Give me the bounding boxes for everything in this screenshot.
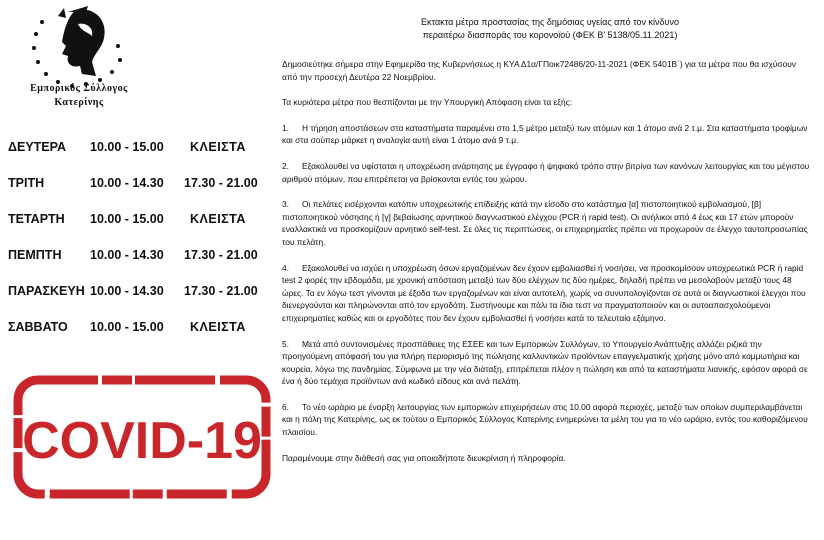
schedule-day: ΠΕΜΠΤΗ (8, 248, 62, 262)
schedule-evening-hours: 17.30 - 21.00 (184, 284, 258, 298)
schedule-row (8, 212, 278, 248)
schedule-closed: ΚΛΕΙΣΤΑ (190, 212, 246, 226)
measure-item (282, 198, 812, 248)
schedule-morning-hours: 10.00 - 15.00 (90, 212, 164, 226)
schedule-row (8, 320, 278, 356)
schedule-morning-hours: 10.00 - 14.30 (90, 248, 164, 262)
item-text: Εξακολουθεί να υφίσταται η υποχρέωση ανάρτησης με έγγραφο ή ψηφιακό τρόπο στην βιτρίνα των κανόνων λειτουργίας και του μέγιστου αριθμού ατόμων, που επιτρέπεται να βρίσκονται εντός του χώρου. (282, 160, 810, 184)
item-number: 1. (282, 122, 289, 133)
item-number: 4. (282, 262, 289, 273)
schedule-day: ΠΑΡΑΣΚΕΥΗ (8, 284, 85, 298)
closing-paragraph: Παραμένουμε στην διάθεσή σας για οποιαδήποτε διευκρίνιση ή πληροφορία. (282, 452, 566, 463)
measure-item (282, 122, 812, 147)
document-title (300, 16, 800, 42)
item-text: Μετά από συντονισμένες προσπάθειες της ΕΣΕΕ και των Εμπορικών Συλλόγων, το Υπουργείο Ανάπτυξης αλλάζει ριζικά την προηγούμενη απόφασή του για πλήρη περιορισμό της πώλησης καλλυντικών προϊόντων επαγγελματικής χρήσης μόνο από κομμωτήρια και κουρεία, λόγω της πανδημίας. Σύμφωνα με την νέα διάταξη, επιτρέπεται πλέον η πώληση και από τα καταστήματα λιανικής, εφόσον αφορά σε ένα ή δύο τεμάχια προϊόντων ανά κωδικό είδους και ανά πελάτη. (282, 338, 808, 387)
schedule-morning-hours: 10.00 - 15.00 (90, 320, 164, 334)
item-number: 2. (282, 160, 289, 171)
schedule-evening-hours: 17.30 - 21.00 (184, 248, 258, 262)
stamp-text: COVID-19 (22, 412, 262, 470)
document-body (282, 58, 812, 477)
measure-item (282, 160, 812, 185)
schedule-row (8, 284, 278, 320)
measure-item (282, 262, 812, 325)
item-text: Οι πελάτες εισέρχονται κατόπιν υποχρεωτικής επίδειξης κατά την είσοδο στο κατάστημα [α] πιστοποιητικού εμβολιασμού, [β] πιστοποιητικού νόσησης ή [γ] βεβαίωσης αρνητικού διαγνωστικού ελέγχου (PCR ή rapid test). Οι ανήλικοι από 4 έως και 17 ετών μπορούν εναλλακτικά να προσκομίζουν αρνητικό self-test. Σε όλες τις περιπτώσεις, οι επιχειρηματίες πρέπει να προχωρούν σε έλεγχο ταυτοπροσωπίας του πελάτη. (282, 199, 808, 247)
association-name (28, 82, 130, 110)
intro-paragraph: Δημοσιεύτηκε σήμερα στην Εφημερίδα της Κυβερνήσεως η ΚΥΑ Δ1α/ΓΠοικ72486/20-11-2021 (ΦΕΚ 5401Β΄) για τα μέτρα που θα ισχύσουν από την προσεχή Δευτέρα 22 Νοεμβρίου. (282, 59, 796, 82)
title-line-2: περαιτέρω διασποράς του κορονοϊού (ΦΕΚ Β’ 5138/05.11.2021) (422, 30, 678, 40)
association-line-1: Εμπορικός Σύλλογος (30, 83, 128, 94)
schedule-day: ΣΑΒΒΑΤΟ (8, 320, 68, 334)
item-text: Το νέο ωράριο με έναρξη λειτουργίας των εμπορικών επιχειρήσεων στις 10.00 αφορά περιοχές, μεταξύ των οποίων συμπεριλαμβάνεται και η πόλη της Κατερίνης, ως εκ τούτου ο Εμπορικός Σύλλογος Κατερίνης ενημερώνει τα μέλη του για το νέο ωράριο, εντός του καθοριζόμενου πλαισίου. (282, 401, 808, 438)
schedule-evening-hours: 17.30 - 21.00 (184, 176, 258, 190)
item-number: 5. (282, 338, 289, 349)
opening-hours-schedule (8, 140, 278, 356)
measure-item (282, 401, 812, 439)
schedule-row (8, 176, 278, 212)
schedule-morning-hours: 10.00 - 15.00 (90, 140, 164, 154)
item-text: Η τήρηση αποστάσεων στα καταστήματα παραμένει στο 1,5 μέτρο μεταξύ των ατόμων και 1 άτομο ανά 2 τ.μ. Στα καταστήματα τροφίμων και στα σούπερ μάρκετ η αναλογία αυτή είναι 1 άτομο ανά 9 τ.μ. (282, 122, 808, 146)
association-line-2: Κατερίνης (54, 97, 104, 108)
schedule-day: ΔΕΥΤΕΡΑ (8, 140, 67, 154)
schedule-morning-hours: 10.00 - 14.30 (90, 284, 164, 298)
schedule-day: ΤΕΤΑΡΤΗ (8, 212, 65, 226)
title-line-1: Εκτακτα μέτρα προστασίας της δημόσιας υγείας από τον κίνδυνο (421, 17, 679, 27)
item-number: 6. (282, 401, 289, 412)
lead-paragraph: Τα κυριότερα μέτρα που θεσπίζονται με την Υπουργική Απόφαση είναι τα εξής: (282, 97, 573, 108)
item-number: 3. (282, 199, 289, 210)
schedule-closed: ΚΛΕΙΣΤΑ (190, 320, 246, 334)
schedule-row (8, 248, 278, 284)
schedule-row (8, 140, 278, 176)
covid-stamp (12, 372, 272, 502)
item-text: Εξακολουθεί να ισχύει η υποχρέωση όσων εργαζομένων δεν έχουν εμβολιασθεί ή νοσήσει, να προσκομίσουν υποχρεωτικά PCR ή rapid test 2 φορές την εβδομάδα, με χρονική απόσταση μεταξύ των δύο ελέγχων τις δύο ημέρες, δηλαδή πρέπει να μεσολαβούν μεταξύ τους 48 ώρες. Τα εν λόγω τεστ γίνονται με έξοδα των εργαζομένων και είναι αυτοτελή, χωρίς να συνυπολογίζονται σε αυτά οι διαγνωστικοί έλεγχοι που διενεργούνται και πληρώνονται από τον εργοδότη. Συστήνουμε και πάλι τα ίδια τεστ να πραγματοποιούν και οι αυτοαπασχολούμενοι επιχειρηματίες καθώς και οι εργοδότες που δεν έχουν εμβολιασθεί ή νοσήσει κατά το τελευταίο εξάμηνο. (282, 262, 806, 323)
schedule-closed: ΚΛΕΙΣΤΑ (190, 140, 246, 154)
schedule-morning-hours: 10.00 - 14.30 (90, 176, 164, 190)
measure-item (282, 338, 812, 388)
schedule-day: ΤΡΙΤΗ (8, 176, 45, 190)
